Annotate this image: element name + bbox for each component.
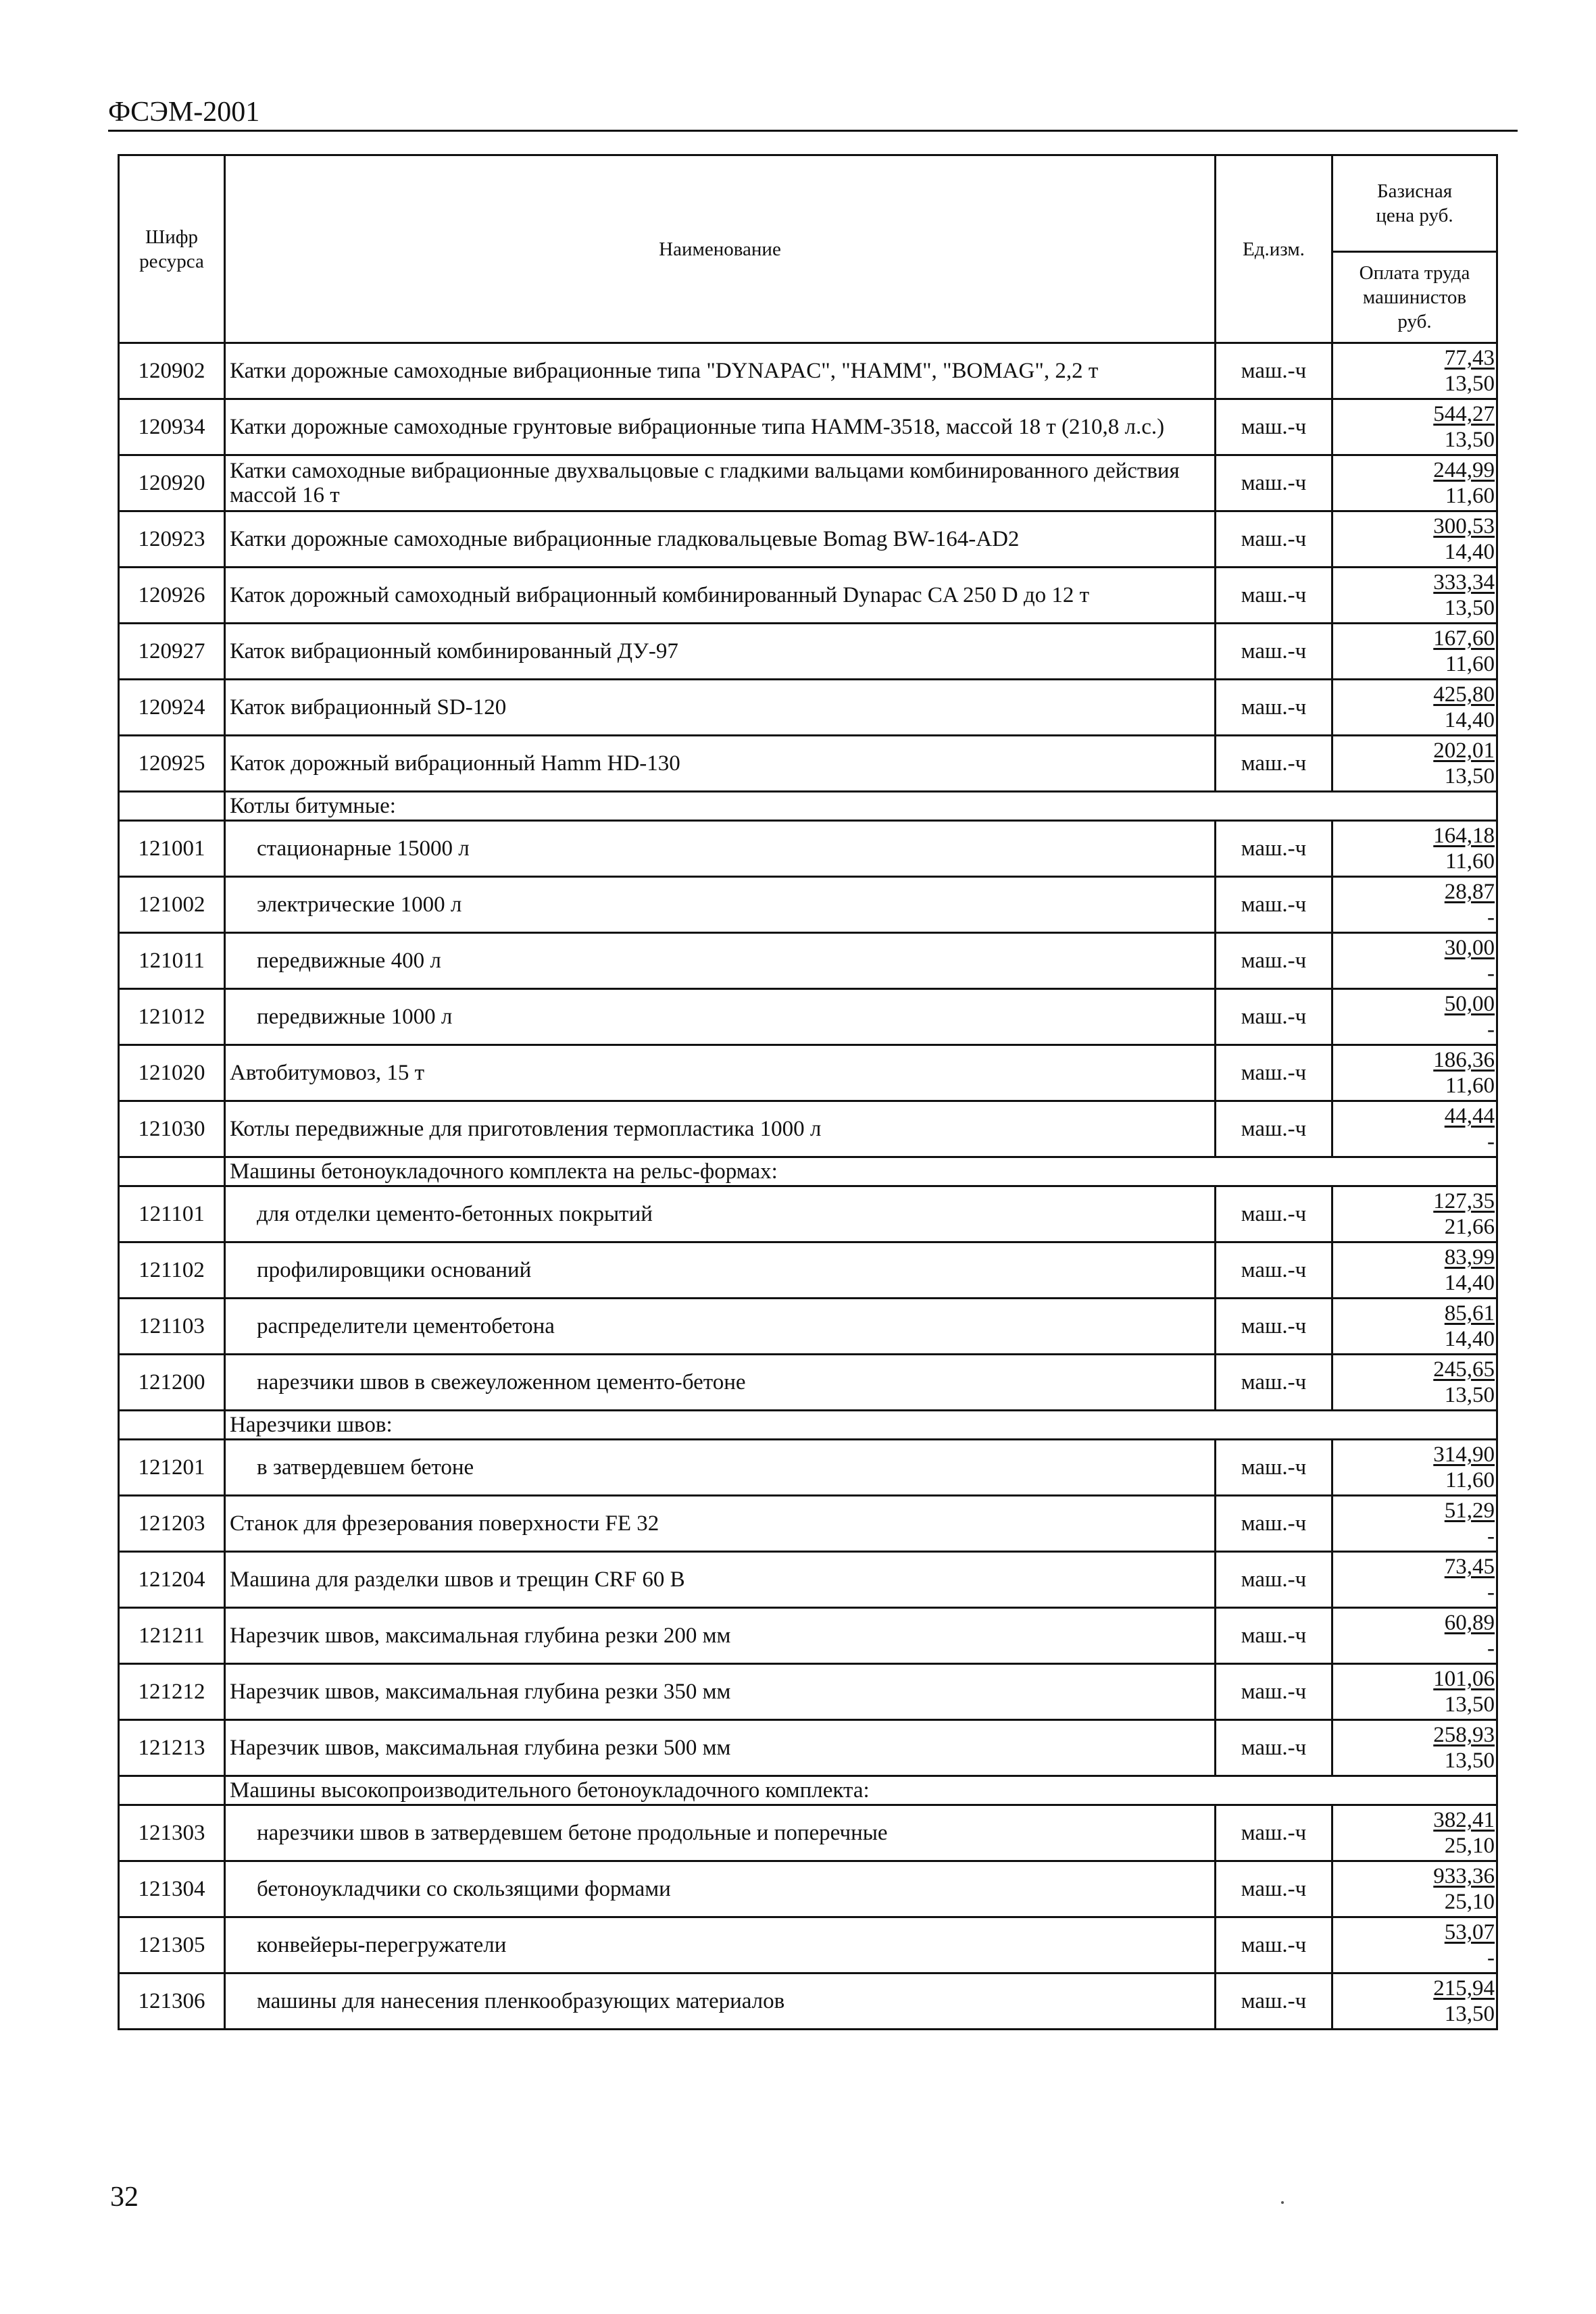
table-row — [119, 1355, 1497, 1411]
unit: маш.-ч — [1216, 1552, 1332, 1608]
resource-code: 121203 — [119, 1496, 225, 1552]
table-row — [119, 1101, 1497, 1157]
base-price: 101,06 — [1433, 1667, 1495, 1691]
column-header-unit: Ед.изм. — [1216, 155, 1332, 343]
table-row — [119, 399, 1497, 455]
table-row — [119, 821, 1497, 877]
base-price: 167,60 — [1433, 626, 1495, 651]
resource-name: Нарезчик швов, максимальная глубина резки 200 мм — [225, 1608, 1216, 1664]
table-group-row — [119, 1157, 1497, 1186]
price-cell — [1332, 736, 1497, 792]
labor-cost: 11,60 — [1445, 1468, 1495, 1492]
table-row — [119, 680, 1497, 736]
price-cell — [1332, 1186, 1497, 1242]
resource-code: 121002 — [119, 877, 225, 933]
price-cell — [1332, 821, 1497, 877]
resource-code: 121102 — [119, 1242, 225, 1299]
base-price: 164,18 — [1433, 824, 1495, 848]
price-cell — [1332, 1552, 1497, 1608]
resource-name: Катки дорожные самоходные вибрационные типа "DYNAPAC", "HAMM", "BOMAG", 2,2 т — [225, 343, 1216, 399]
resource-name: для отделки цементо-бетонных покрытий — [225, 1186, 1216, 1242]
group-code-cell — [119, 1411, 225, 1440]
unit: маш.-ч — [1216, 680, 1332, 736]
table-row — [119, 1186, 1497, 1242]
labor-cost: - — [1487, 905, 1495, 930]
price-cell — [1332, 1496, 1497, 1552]
labor-cost: 13,50 — [1444, 596, 1495, 620]
resource-code: 121305 — [119, 1917, 225, 1973]
resource-code: 121200 — [119, 1355, 225, 1411]
labor-cost: 14,40 — [1444, 708, 1495, 732]
price-cell — [1332, 933, 1497, 989]
price-cell — [1332, 1805, 1497, 1861]
resource-name: машины для нанесения пленкообразующих материалов — [225, 1973, 1216, 2030]
resource-name: конвейеры-перегружатели — [225, 1917, 1216, 1973]
table-row — [119, 624, 1497, 680]
price-cell — [1332, 877, 1497, 933]
resource-name: Катки дорожные самоходные грунтовые вибрационные типа HAMM-3518, массой 18 т (210,8 л.с.) — [225, 399, 1216, 455]
resource-code: 121213 — [119, 1720, 225, 1776]
resource-code: 120925 — [119, 736, 225, 792]
unit: маш.-ч — [1216, 1861, 1332, 1917]
table-row — [119, 1299, 1497, 1355]
base-price: 51,29 — [1444, 1499, 1495, 1523]
price-cell — [1332, 568, 1497, 624]
labor-cost: 21,66 — [1444, 1215, 1495, 1239]
table-row — [119, 1440, 1497, 1496]
labor-cost: 25,10 — [1444, 1890, 1495, 1914]
scan-speck — [1281, 2201, 1284, 2204]
labor-cost: 14,40 — [1444, 1271, 1495, 1295]
unit: маш.-ч — [1216, 343, 1332, 399]
table-row — [119, 1242, 1497, 1299]
resource-code: 121306 — [119, 1973, 225, 2030]
table-row — [119, 455, 1497, 511]
table-row — [119, 1720, 1497, 1776]
price-cell — [1332, 511, 1497, 568]
labor-cost: 11,60 — [1445, 484, 1495, 508]
resource-code: 120923 — [119, 511, 225, 568]
base-price: 314,90 — [1433, 1442, 1495, 1467]
labor-cost: 13,50 — [1444, 2002, 1495, 2026]
labor-cost: 25,10 — [1444, 1834, 1495, 1858]
resource-name: в затвердевшем бетоне — [225, 1440, 1216, 1496]
resource-code: 121101 — [119, 1186, 225, 1242]
base-price: 127,35 — [1433, 1189, 1495, 1213]
resource-name: передвижные 1000 л — [225, 989, 1216, 1045]
resource-name: Каток вибрационный SD-120 — [225, 680, 1216, 736]
resource-name: передвижные 400 л — [225, 933, 1216, 989]
column-header-code: Шифр ресурса — [119, 155, 225, 343]
unit: маш.-ч — [1216, 624, 1332, 680]
resource-name: Автобитумовоз, 15 т — [225, 1045, 1216, 1101]
resource-code: 121103 — [119, 1299, 225, 1355]
base-price: 44,44 — [1444, 1104, 1495, 1128]
unit: маш.-ч — [1216, 1101, 1332, 1157]
unit: маш.-ч — [1216, 1917, 1332, 1973]
resource-name: Каток дорожный самоходный вибрационный комбинированный Dynapac CA 250 D до 12 т — [225, 568, 1216, 624]
base-price: 425,80 — [1433, 682, 1495, 707]
table-row — [119, 989, 1497, 1045]
base-price: 544,27 — [1433, 402, 1495, 426]
resource-name: Станок для фрезерования поверхности FE 32 — [225, 1496, 1216, 1552]
resource-code: 121211 — [119, 1608, 225, 1664]
base-price: 186,36 — [1433, 1048, 1495, 1072]
resource-name: Нарезчик швов, максимальная глубина резки 500 мм — [225, 1720, 1216, 1776]
resource-code: 121212 — [119, 1664, 225, 1720]
group-code-cell — [119, 792, 225, 821]
unit: маш.-ч — [1216, 1973, 1332, 2030]
unit: маш.-ч — [1216, 933, 1332, 989]
price-cell — [1332, 1917, 1497, 1973]
resource-code: 120927 — [119, 624, 225, 680]
table-row — [119, 933, 1497, 989]
labor-cost: - — [1487, 1017, 1495, 1042]
base-price: 333,34 — [1433, 570, 1495, 595]
unit: маш.-ч — [1216, 1496, 1332, 1552]
price-cell — [1332, 1440, 1497, 1496]
table-row — [119, 1917, 1497, 1973]
unit: маш.-ч — [1216, 1186, 1332, 1242]
unit: маш.-ч — [1216, 511, 1332, 568]
price-cell — [1332, 1664, 1497, 1720]
base-price: 215,94 — [1433, 1976, 1495, 2001]
unit: маш.-ч — [1216, 1299, 1332, 1355]
labor-cost: 14,40 — [1444, 540, 1495, 564]
unit: маш.-ч — [1216, 568, 1332, 624]
resource-code: 120926 — [119, 568, 225, 624]
price-cell — [1332, 1973, 1497, 2030]
table-row — [119, 1496, 1497, 1552]
labor-cost: - — [1487, 1580, 1495, 1605]
table-row — [119, 736, 1497, 792]
labor-cost: 13,50 — [1444, 372, 1495, 396]
price-cell — [1332, 624, 1497, 680]
labor-cost: - — [1487, 961, 1495, 986]
table-group-row — [119, 1776, 1497, 1805]
base-price: 382,41 — [1433, 1808, 1495, 1832]
resource-code: 121001 — [119, 821, 225, 877]
resource-name: Нарезчик швов, максимальная глубина резки 350 мм — [225, 1664, 1216, 1720]
resource-name: распределители цементобетона — [225, 1299, 1216, 1355]
base-price: 245,65 — [1433, 1357, 1495, 1382]
price-cell — [1332, 399, 1497, 455]
base-price: 73,45 — [1444, 1555, 1495, 1579]
price-cell — [1332, 1355, 1497, 1411]
labor-cost: 11,60 — [1445, 1074, 1495, 1098]
unit: маш.-ч — [1216, 1355, 1332, 1411]
resource-code: 120920 — [119, 455, 225, 511]
resource-name: электрические 1000 л — [225, 877, 1216, 933]
table-body — [119, 343, 1497, 2030]
unit: маш.-ч — [1216, 1720, 1332, 1776]
base-price: 85,61 — [1444, 1301, 1495, 1326]
unit: маш.-ч — [1216, 1242, 1332, 1299]
price-cell — [1332, 1045, 1497, 1101]
base-price: 933,36 — [1433, 1864, 1495, 1888]
group-code-cell — [119, 1776, 225, 1805]
table-row — [119, 1664, 1497, 1720]
base-price: 83,99 — [1444, 1245, 1495, 1269]
column-header-name: Наименование — [225, 155, 1216, 343]
unit: маш.-ч — [1216, 1608, 1332, 1664]
resource-code: 120924 — [119, 680, 225, 736]
table-row — [119, 1552, 1497, 1608]
document-title: ФСЭМ-2001 — [108, 97, 260, 128]
resource-name: Каток вибрационный комбинированный ДУ-97 — [225, 624, 1216, 680]
table-row — [119, 343, 1497, 399]
unit: маш.-ч — [1216, 1045, 1332, 1101]
base-price: 30,00 — [1444, 936, 1495, 960]
group-name: Нарезчики швов: — [225, 1411, 1497, 1440]
unit: маш.-ч — [1216, 877, 1332, 933]
table-group-row — [119, 1411, 1497, 1440]
table-row — [119, 1608, 1497, 1664]
table-group-row — [119, 792, 1497, 821]
price-cell — [1332, 455, 1497, 511]
labor-cost: 11,60 — [1445, 652, 1495, 676]
group-name: Котлы битумные: — [225, 792, 1497, 821]
table-row — [119, 877, 1497, 933]
table-row — [119, 1861, 1497, 1917]
labor-cost: 13,50 — [1444, 764, 1495, 788]
resource-name: Машина для разделки швов и трещин CRF 60 В — [225, 1552, 1216, 1608]
price-cell — [1332, 1101, 1497, 1157]
labor-cost: - — [1487, 1130, 1495, 1154]
price-cell — [1332, 989, 1497, 1045]
group-name: Машины бетоноукладочного комплекта на рельс-формах: — [225, 1157, 1497, 1186]
labor-cost: 13,50 — [1444, 1749, 1495, 1773]
unit: маш.-ч — [1216, 989, 1332, 1045]
base-price: 60,89 — [1444, 1611, 1495, 1635]
labor-cost: 11,60 — [1445, 849, 1495, 874]
table-row — [119, 568, 1497, 624]
base-price: 53,07 — [1444, 1920, 1495, 1944]
base-price: 28,87 — [1444, 880, 1495, 904]
labor-cost: - — [1487, 1636, 1495, 1661]
table-row — [119, 1973, 1497, 2030]
price-cell — [1332, 1242, 1497, 1299]
document-header — [108, 95, 1518, 132]
resource-code: 121011 — [119, 933, 225, 989]
resource-name: нарезчики швов в свежеуложенном цементо-бетоне — [225, 1355, 1216, 1411]
resource-code: 121012 — [119, 989, 225, 1045]
labor-cost: 13,50 — [1444, 1692, 1495, 1717]
resource-name: бетоноукладчики со скользящими формами — [225, 1861, 1216, 1917]
base-price: 300,53 — [1433, 514, 1495, 538]
resource-code: 121303 — [119, 1805, 225, 1861]
base-price: 50,00 — [1444, 992, 1495, 1016]
price-cell — [1332, 343, 1497, 399]
price-cell — [1332, 1861, 1497, 1917]
labor-cost: 14,40 — [1444, 1327, 1495, 1351]
resource-code: 121201 — [119, 1440, 225, 1496]
group-code-cell — [119, 1157, 225, 1186]
resource-code: 120934 — [119, 399, 225, 455]
price-cell — [1332, 1720, 1497, 1776]
labor-cost: 13,50 — [1444, 428, 1495, 452]
unit: маш.-ч — [1216, 1805, 1332, 1861]
unit: маш.-ч — [1216, 399, 1332, 455]
resource-name: Катки дорожные самоходные вибрационные гладковальцевые Bomag BW-164-AD2 — [225, 511, 1216, 568]
unit: маш.-ч — [1216, 1664, 1332, 1720]
group-name: Машины высокопроизводительного бетоноукладочного комплекта: — [225, 1776, 1497, 1805]
price-cell — [1332, 1608, 1497, 1664]
column-header-labor: Оплата труда машинистов руб. — [1332, 252, 1497, 343]
resource-code: 121204 — [119, 1552, 225, 1608]
resource-code: 121030 — [119, 1101, 225, 1157]
resource-code: 121304 — [119, 1861, 225, 1917]
price-cell — [1332, 680, 1497, 736]
resource-name: нарезчики швов в затвердевшем бетоне продольные и поперечные — [225, 1805, 1216, 1861]
base-price: 244,99 — [1433, 458, 1495, 482]
price-cell — [1332, 1299, 1497, 1355]
unit: маш.-ч — [1216, 821, 1332, 877]
table-row — [119, 1045, 1497, 1101]
labor-cost: - — [1487, 1524, 1495, 1549]
base-price: 258,93 — [1433, 1723, 1495, 1747]
unit: маш.-ч — [1216, 455, 1332, 511]
resource-name: Котлы передвижные для приготовления термопластика 1000 л — [225, 1101, 1216, 1157]
labor-cost: 13,50 — [1444, 1383, 1495, 1407]
column-header-base-price: Базисная цена руб. — [1332, 155, 1497, 252]
resource-name: Катки самоходные вибрационные двухвальцовые с гладкими вальцами комбинированного действия массой 16 т — [225, 455, 1216, 511]
base-price: 77,43 — [1444, 346, 1495, 370]
labor-cost: - — [1487, 1946, 1495, 1970]
resource-code: 121020 — [119, 1045, 225, 1101]
price-table — [118, 154, 1498, 2030]
page-number: 32 — [110, 2182, 139, 2213]
unit: маш.-ч — [1216, 1440, 1332, 1496]
resource-name: профилировщики оснований — [225, 1242, 1216, 1299]
base-price: 202,01 — [1433, 738, 1495, 763]
resource-name: Каток дорожный вибрационный Hamm HD-130 — [225, 736, 1216, 792]
resource-name: стационарные 15000 л — [225, 821, 1216, 877]
unit: маш.-ч — [1216, 736, 1332, 792]
resource-code: 120902 — [119, 343, 225, 399]
table-row — [119, 1805, 1497, 1861]
table-row — [119, 511, 1497, 568]
